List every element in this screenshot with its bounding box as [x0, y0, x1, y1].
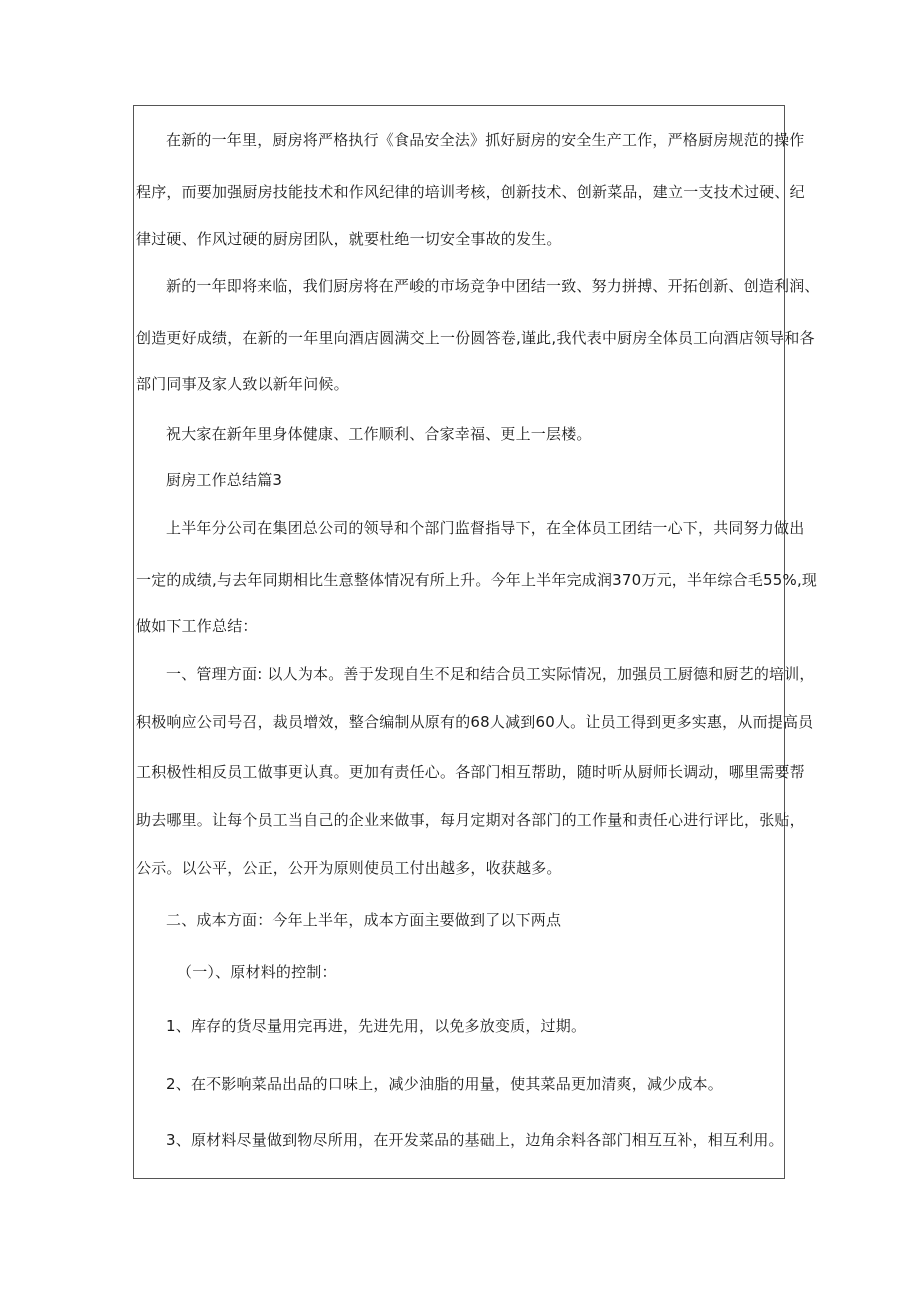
paragraph-3-line-1: 祝大家在新年里身体健康、工作顺利、合家幸福、更上一层楼。: [166, 425, 592, 443]
paragraph-1-line-1: 在新的一年里，厨房将严格执行《食品安全法》抓好厨房的安全生产工作，严格厨房规范的操作: [166, 131, 805, 149]
section-title: 厨房工作总结篇3: [166, 471, 283, 489]
paragraph-4-line-3: 做如下工作总结：: [136, 617, 258, 635]
paragraph-5-line-3: 工积极性相反员工做事更认真。更加有责任心。各部门相互帮助，随时听从厨师长调动，哪里需要帮: [136, 763, 805, 781]
list-item-1: 1、库存的货尽量用完再进，先进先用，以免多放变质，过期。: [166, 1017, 587, 1035]
list-item-3: 3、原材料尽量做到物尽所用，在开发菜品的基础上，边角余料各部门相互互补，相互利用。: [166, 1131, 784, 1149]
paragraph-5-line-5: 公示。以公平，公正，公开为原则使员工付出越多，收获越多。: [136, 859, 562, 877]
paragraph-2-line-1: 新的一年即将来临，我们厨房将在严峻的市场竞争中团结一致、努力拼搏、开拓创新、创造利润、: [166, 277, 820, 295]
paragraph-1-line-2: 程序，而要加强厨房技能技术和作风纪律的培训考核，创新技术、创新菜品，建立一支技术过硬、纪: [136, 183, 805, 201]
paragraph-2-line-3: 部门同事及家人致以新年问候。: [136, 375, 349, 393]
paragraph-5-line-2: 积极响应公司号召，裁员增效，整合编制从原有的68人减到60人。让员工得到更多实惠，从而提高员: [136, 713, 814, 731]
subheading-raw-material-control: （一）、原材料的控制：: [177, 963, 337, 981]
paragraph-4-line-1: 上半年分公司在集团总公司的领导和个部门监督指导下，在全体员工团结一心下，共同努力做出: [166, 519, 805, 537]
paragraph-5-line-1: 一、管理方面: 以人为本。善于发现自生不足和结合员工实际情况，加强员工厨德和厨艺的培训，: [166, 665, 815, 683]
paragraph-5-line-4: 助去哪里。让每个员工当自己的企业来做事，每月定期对各部门的工作量和责任心进行评比，张贴，: [136, 811, 805, 829]
list-item-2: 2、在不影响菜品出品的口味上，减少油脂的用量，使其菜品更加清爽，减少成本。: [166, 1075, 723, 1093]
paragraph-1-line-3: 律过硬、作风过硬的厨房团队，就要杜绝一切安全事故的发生。: [136, 230, 562, 248]
paragraph-6-line-1: 二、成本方面：今年上半年，成本方面主要做到了以下两点: [166, 911, 562, 929]
paragraph-4-line-2: 一定的成绩,与去年同期相比生意整体情况有所上升。今年上半年完成润370万元，半年综合毛55%,现: [136, 571, 818, 589]
paragraph-2-line-2: 创造更好成绩，在新的一年里向酒店圆满交上一份圆答卷,谨此,我代表中厨房全体员工向酒店领导和各: [136, 329, 815, 347]
